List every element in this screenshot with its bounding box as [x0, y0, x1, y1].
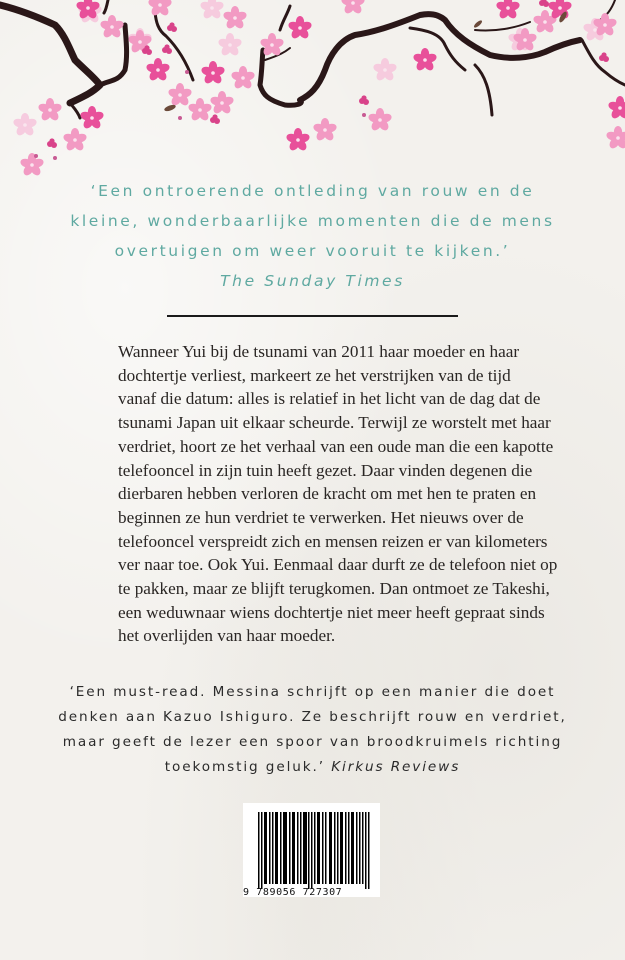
isbn-barcode — [243, 803, 380, 897]
blurb-line: dochtertje verliest, markeert ze het verstrijken van de tijd — [118, 365, 511, 385]
bottom-quote-last-line — [40, 755, 585, 780]
blurb-line: te pakken, maar ze blijft terugkomen. Dan ontmoet ze Takeshi, — [118, 579, 550, 599]
blurb-line: Wanneer Yui bij de tsunami van 2011 haar moeder en haar — [118, 342, 520, 361]
blurb-line: telefooncel in zijn tuin heeft gezet. Daar vinden degenen die — [118, 460, 533, 480]
barcode-icon — [243, 803, 380, 889]
blurb-line: een weduwnaar wiens dochtertje niet meer heeft gepraat sinds — [118, 602, 545, 622]
bottom-quote-line: maar geeft de lezer een spoor van broodkruimels richting — [62, 734, 563, 750]
blurb-line: dierbaren hebben verloren de kracht om met hen te praten en — [118, 484, 537, 504]
blurb-line: telefooncel verspreidt zich en mensen reizen er van kilometers — [118, 531, 548, 551]
bottom-review-quote — [40, 680, 585, 780]
blurb-line: het overlijden van haar moeder. — [118, 626, 336, 646]
top-quote-source: The Sunday Times — [220, 272, 405, 290]
bottom-quote-text: toekomstig geluk.’ — [164, 759, 332, 775]
top-quote-line: overtuigen om weer vooruit te kijken.’ — [114, 242, 511, 260]
blurb-line: tsunami Japan uit elkaar scheurde. Terwijl ze worstelt met haar — [118, 413, 551, 433]
bottom-quote-source: Kirkus Reviews — [331, 759, 461, 775]
blurb-line: verdriet, hoort ze het verhaal van een oude man die een kapotte — [118, 436, 554, 456]
isbn-number: 9 789056 727307 — [243, 887, 343, 898]
cherry-blossom-illustration — [0, 0, 625, 180]
book-blurb — [118, 340, 558, 648]
blurb-line: beginnen ze hun verdriet te verwerken. Het nieuws over de — [118, 507, 524, 527]
top-review-quote — [60, 176, 565, 296]
blurb-line: vanaf die datum: alles is relatief in het licht van de dag dat de — [118, 389, 541, 409]
top-quote-line: kleine, wonderbaarlijke momenten die de mens — [70, 212, 555, 230]
divider-line — [167, 315, 458, 317]
bottom-quote-line: ‘Een must-read. Messina schrijft op een manier die doet — [69, 684, 556, 700]
blurb-line: ver naar toe. Ook Yui. Eenmaal daar durft ze de telefoon niet op — [118, 555, 558, 575]
bottom-quote-line: denken aan Kazuo Ishiguro. Ze beschrijft rouw en verdriet, — [58, 709, 567, 725]
top-quote-line: ‘Een ontroerende ontleding van rouw en de — [90, 182, 535, 200]
